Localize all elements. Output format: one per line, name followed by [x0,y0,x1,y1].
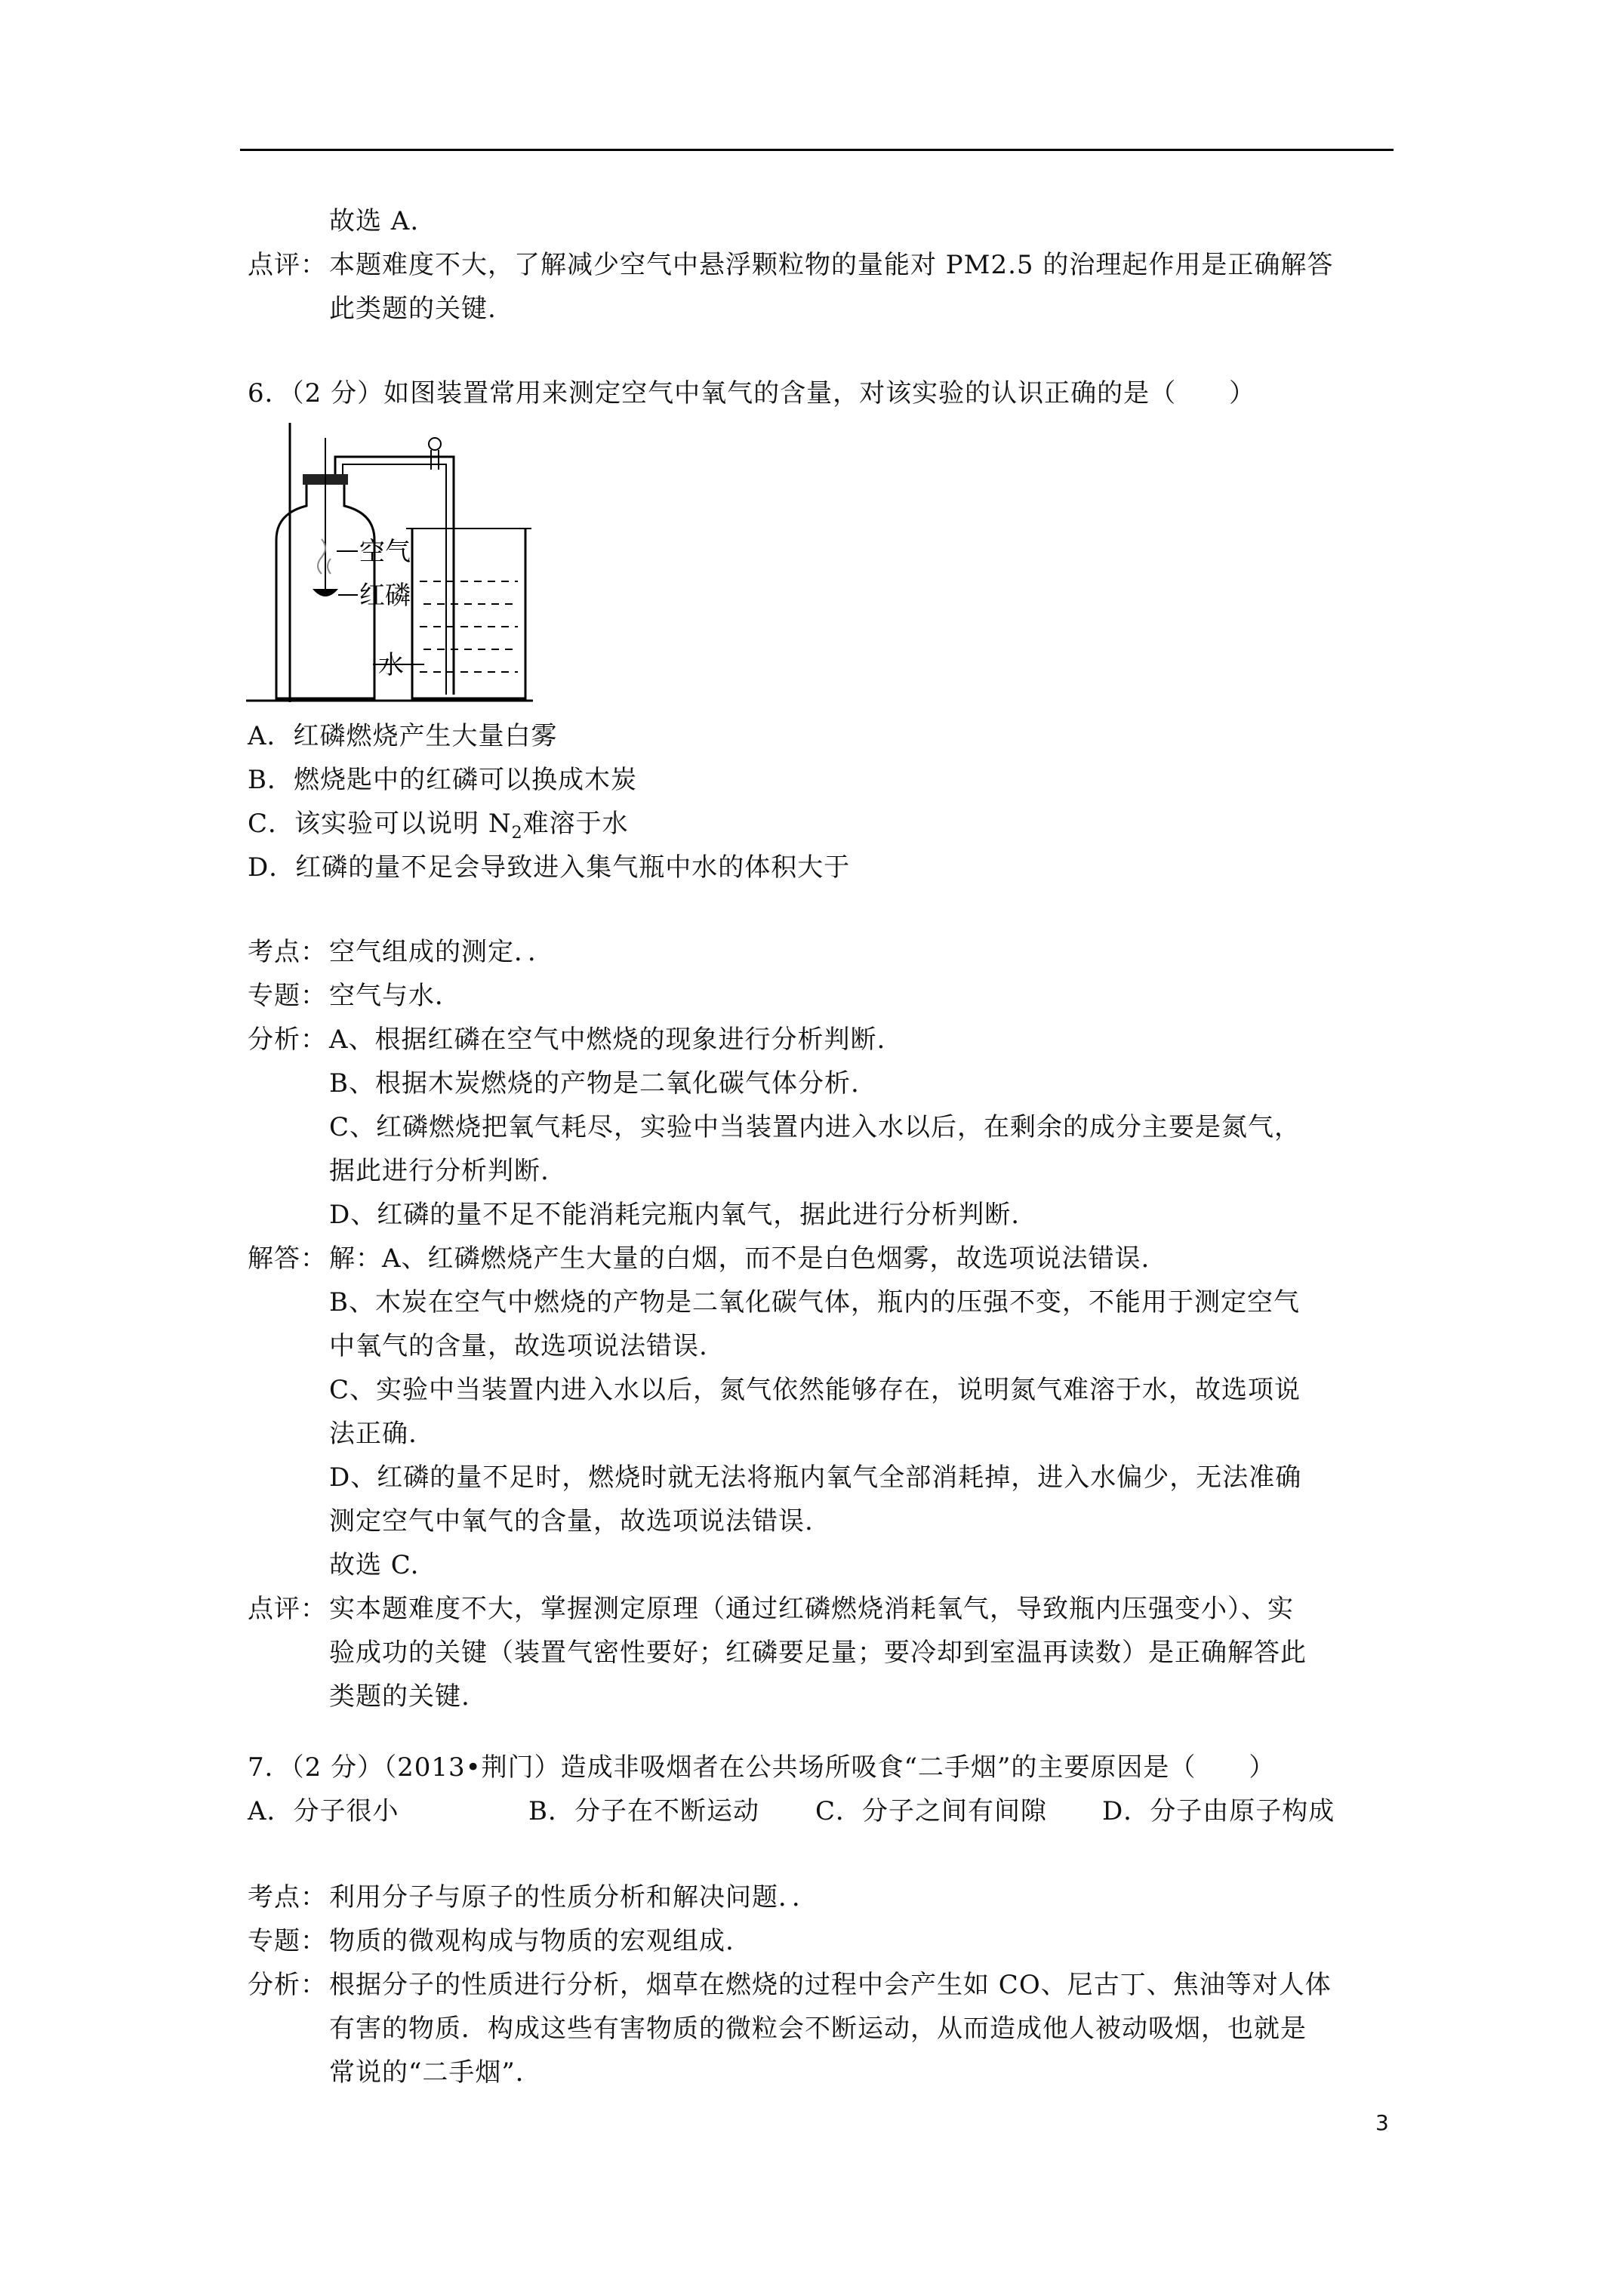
q6-jieda-a: 解：A、红磷燃烧产生大量的白烟，而不是白色烟雾，故选项说法错误. [329,1244,1150,1274]
q7-option-c: C．分子之间有间隙 [815,1796,1048,1826]
q7-zhuanti-label: 专题： [248,1926,327,1956]
q5-comment-line1: 本题难度不大，了解减少空气中悬浮颗粒物的量能对 PM2.5 的治理起作用是正确解答 [329,250,1334,280]
q7-fenxi-3: 常说的“二手烟”． [329,2057,542,2088]
q6-jieda-c1: C、实验中当装置内进入水以后，氮气依然能够存在，说明氮气难溶于水，故选项说 [329,1375,1301,1405]
q6-fenxi-c1: C、红磷燃烧把氧气耗尽，实验中当装置内进入水以后，在剩余的成分主要是氮气， [329,1112,1301,1142]
q6-fenxi-b: B、根据木炭燃烧的产物是二氧化碳气体分析. [329,1068,860,1099]
q7-fenxi-label: 分析： [248,1970,327,2000]
q7-fenxi-2: 有害的物质．构成这些有害物质的微粒会不断运动，从而造成他人被动吸烟，也就是 [329,2014,1307,2044]
q7-kaodian: 利用分子与原子的性质分析和解决问题．． [329,1882,818,1912]
q6-zhuanti: 空气与水． [329,981,461,1011]
q6-dianping-1: 实本题难度不大，掌握测定原理（通过红磷燃烧消耗氧气，导致瓶内压强变小）、实 [329,1594,1294,1624]
q6-kaodian: 空气组成的测定．． [329,937,554,967]
q7-stem: 7．（2 分）（2013•荆门）造成非吸烟者在公共场所吸食“二手烟”的主要原因是（ ） [248,1752,1276,1783]
q6-jieda-b2: 中氧气的含量，故选项说法错误. [329,1331,708,1361]
q6-option-c: C．该实验可以说明 $N_2$难溶于水 [248,809,629,843]
q7-option-b: B．分子在不断运动 [528,1796,759,1826]
q7-option-a: A．分子很小 [248,1796,399,1826]
q6-dianping-2: 验成功的关键（装置气密性要好；红磷要足量；要冷却到室温再读数）是正确解答此 [329,1638,1307,1668]
q5-comment-line2: 此类题的关键. [329,294,497,324]
q6-dianping-3: 类题的关键. [329,1681,470,1712]
q7-kaodian-label: 考点： [248,1882,327,1912]
q5-comment-label: 点评： [248,250,327,280]
q6-jieda-d2: 测定空气中氧气的含量，故选项说法错误. [329,1506,814,1536]
q6-apparatus-figure [246,423,563,702]
q7-zhuanti: 物质的微观构成与物质的宏观组成. [329,1926,735,1956]
q6-option-d: D．红磷的量不足会导致进入集气瓶中水的体积大于 [248,852,851,883]
q6-jieda-c2: 法正确. [329,1419,417,1449]
q6-fenxi-d: D、红磷的量不足不能消耗完瓶内氧气，据此进行分析判断. [329,1200,1021,1230]
q6-jieda-b1: B、木炭在空气中燃烧的产物是二氧化碳气体，瓶内的压强不变，不能用于测定空气 [329,1287,1300,1318]
q6-fenxi-a: A、根据红磷在空气中燃烧的现象进行分析判断. [329,1025,886,1055]
q6-option-a: A．红磷燃烧产生大量白雾 [248,721,558,751]
q5-answer: 故选 A. [329,206,420,236]
figure-label-water: 水 [378,650,404,680]
q7-option-d: D．分子由原子构成 [1102,1796,1335,1826]
q6-jieda-label: 解答： [248,1244,327,1274]
q6-option-b: B．燃烧匙中的红磷可以换成木炭 [248,765,637,795]
q7-fenxi-1: 根据分子的性质进行分析，烟草在燃烧的过程中会产生如 CO、尼古丁、焦油等对人体 [329,1970,1332,2000]
q6-kaodian-label: 考点： [248,937,327,967]
figure-label-air: 空气 [359,537,411,567]
q6-fenxi-c2: 据此进行分析判断. [329,1156,550,1186]
header-rule [240,149,1394,151]
q6-fenxi-label: 分析： [248,1025,327,1055]
q6-stem: 6．（2 分）如图装置常用来测定空气中氧气的含量，对该实验的认识正确的是（ ） [248,378,1256,408]
q6-jieda-d1: D、红磷的量不足时，燃烧时就无法将瓶内氧气全部消耗掉，进入水偏少，无法准确 [329,1462,1302,1493]
q6-zhuanti-label: 专题： [248,981,327,1011]
q6-dianping-label: 点评： [248,1594,327,1624]
figure-label-phosphorus: 红磷 [359,581,411,611]
q6-answer: 故选 C. [329,1550,420,1580]
page-number: 3 [1375,2110,1389,2135]
